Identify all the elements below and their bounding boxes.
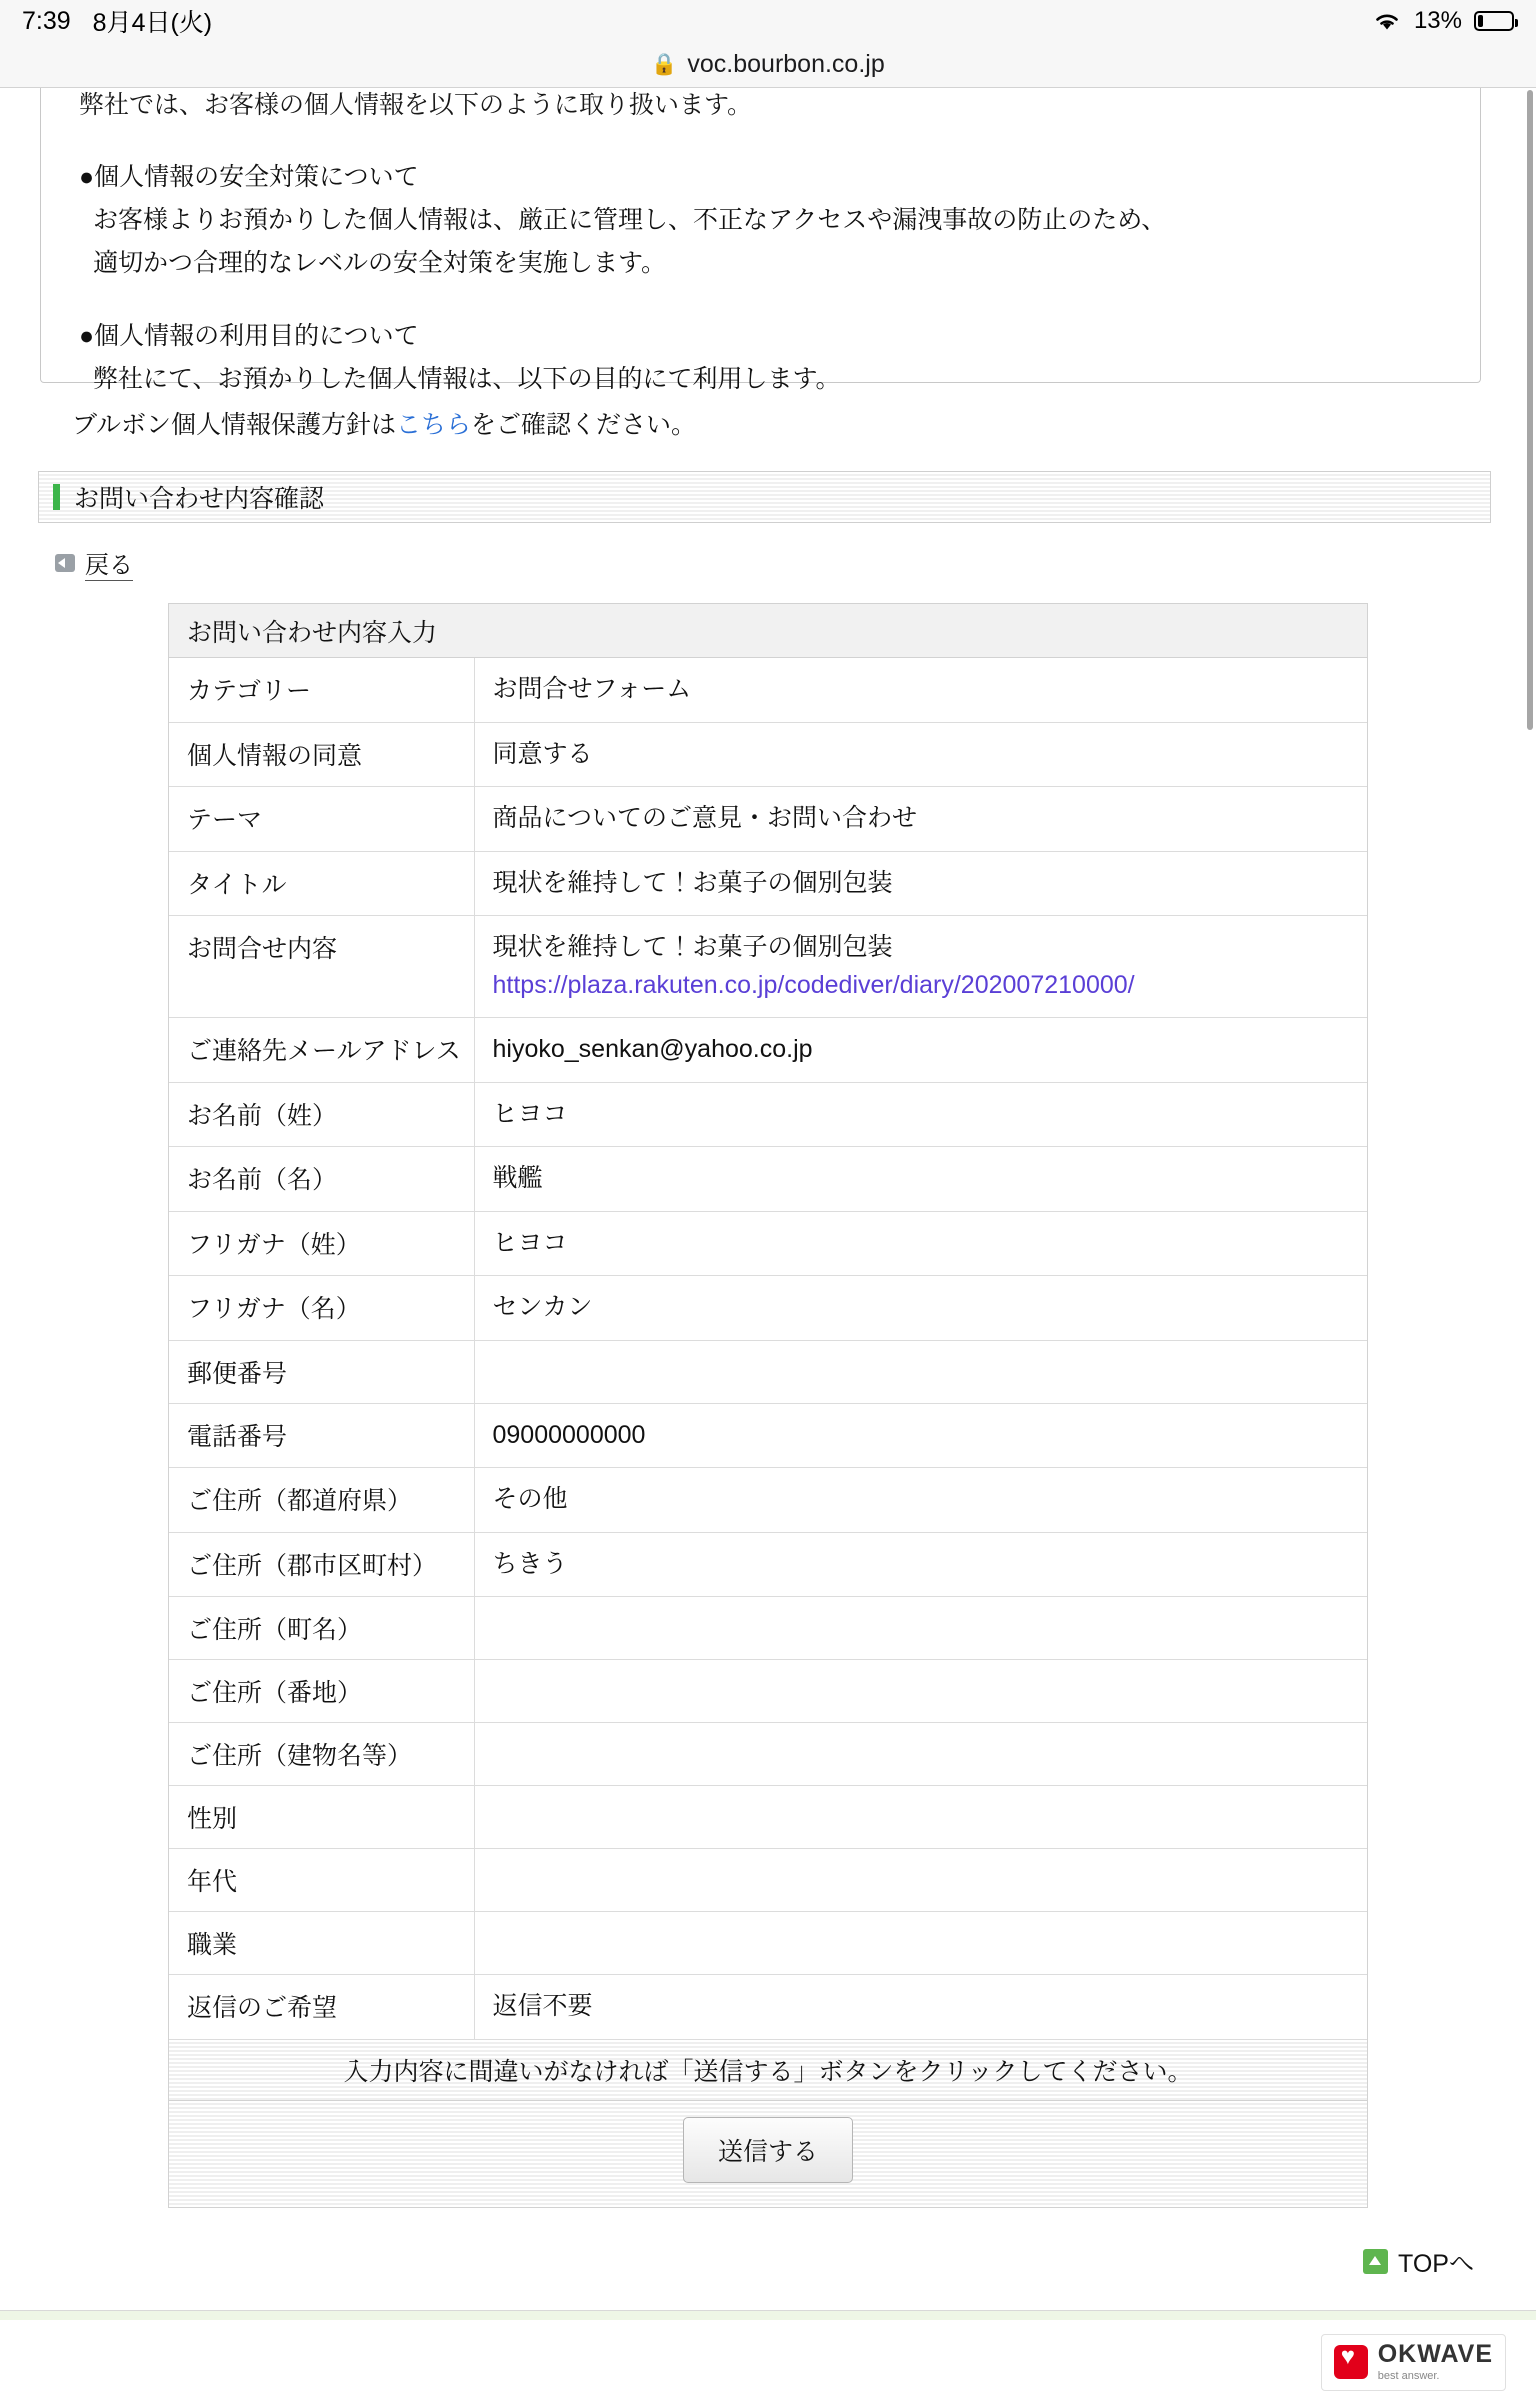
- page-footer: [0, 2320, 1536, 2406]
- row-label-theme: テーマ: [169, 787, 474, 852]
- table-row: [169, 1468, 1367, 1533]
- row-label-building: ご住所（建物名等）: [169, 1723, 474, 1786]
- row-label-kana-first: フリガナ（名）: [169, 1276, 474, 1341]
- row-label-reply: 返信のご希望: [169, 1975, 474, 2040]
- row-value-building: [474, 1723, 1367, 1786]
- back-arrow-icon: [55, 554, 75, 572]
- row-value-title: 現状を維持して！お菓子の個別包装: [492, 868, 893, 897]
- row-value-prefecture: その他: [492, 1485, 568, 1513]
- policy-text-purpose-1: 弊社にて、お預かりした個人情報は、以下の目的にて利用します。: [93, 365, 841, 393]
- row-value-firstname: 戦艦: [492, 1164, 543, 1192]
- privacy-policy-note: [72, 405, 1536, 441]
- row-label-title: タイトル: [169, 851, 474, 916]
- table-row: [169, 1211, 1367, 1276]
- row-label-email: ご連絡先メールアドレス: [169, 1018, 474, 1083]
- row-label-city: ご住所（郡市区町村）: [169, 1532, 474, 1597]
- row-value-message: [474, 916, 1367, 1018]
- row-value-age: [474, 1849, 1367, 1912]
- row-label-kana-last: フリガナ（姓）: [169, 1211, 474, 1276]
- table-row: [169, 1403, 1367, 1468]
- policy-text-security-2: 適切かつ合理的なレベルの安全対策を実施します。: [93, 249, 667, 277]
- policy-note-suffix: をご確認ください。: [471, 411, 697, 439]
- row-value-category: お問合せフォーム: [492, 675, 692, 703]
- row-label-lastname: お名前（姓）: [169, 1082, 474, 1147]
- table-row: [169, 1597, 1367, 1660]
- confirmation-table: [168, 603, 1368, 2208]
- web-page: [0, 88, 1536, 2383]
- row-value-city: ちきう: [492, 1549, 568, 1578]
- policy-note-prefix: ブルボン個人情報保護方針は: [72, 411, 397, 439]
- submit-instruction: 入力内容に間違いがなければ「送信する」ボタンをクリックしてください。: [169, 2040, 1367, 2101]
- arrow-up-icon: [1363, 2249, 1388, 2274]
- row-label-message: お問合せ内容: [169, 916, 474, 1018]
- submit-area: [169, 2101, 1367, 2208]
- row-label-phone: 電話番号: [169, 1403, 474, 1468]
- row-label-firstname: お名前（名）: [169, 1147, 474, 1212]
- table-row: [169, 1660, 1367, 1723]
- policy-heading-security: ●個人情報の安全対策について: [79, 163, 419, 191]
- table-row: [169, 658, 1367, 722]
- table-row: [169, 1532, 1367, 1597]
- row-label-gender: 性別: [169, 1786, 474, 1849]
- policy-scrollbar[interactable]: [1527, 90, 1533, 730]
- row-label-banchi: ご住所（番地）: [169, 1660, 474, 1723]
- wifi-icon: [1372, 10, 1402, 32]
- table-row: [169, 851, 1367, 916]
- row-value-kana-first: センカン: [492, 1293, 593, 1321]
- row-value-postalcode: [474, 1340, 1367, 1403]
- status-bar-left: [22, 3, 212, 39]
- table-row: [169, 1849, 1367, 1912]
- url-text: voc.bourbon.co.jp: [687, 50, 885, 78]
- submit-button[interactable]: 送信する: [683, 2117, 853, 2183]
- clock: 7:39: [22, 6, 71, 35]
- status-bar-right: [1372, 7, 1514, 35]
- row-value-gender: [474, 1786, 1367, 1849]
- table-row: [169, 1912, 1367, 1975]
- battery-icon: [1474, 11, 1514, 31]
- table-row: [169, 787, 1367, 852]
- row-label-town: ご住所（町名）: [169, 1597, 474, 1660]
- privacy-policy-box[interactable]: [40, 88, 1481, 393]
- table-row: [169, 1276, 1367, 1341]
- table-row: [169, 1147, 1367, 1212]
- row-value-banchi: [474, 1660, 1367, 1723]
- table-row: [169, 722, 1367, 787]
- back-to-top-label: TOPへ: [1398, 2249, 1474, 2278]
- section-header: [38, 471, 1491, 523]
- policy-clipped-line: 弊社では、お客様の個人情報を以下のように取り扱います。: [79, 91, 753, 119]
- row-label-age: 年代: [169, 1849, 474, 1912]
- row-label-consent: 個人情報の同意: [169, 722, 474, 787]
- table-row: [169, 1723, 1367, 1786]
- okwave-logo: [1321, 2334, 1506, 2391]
- table-row: [169, 1018, 1367, 1083]
- message-url-link[interactable]: https://plaza.rakuten.co.jp/codediver/diary/202007210000/: [492, 970, 1135, 999]
- okwave-tagline: best answer.: [1377, 2370, 1440, 2383]
- row-value-occupation: [474, 1912, 1367, 1975]
- row-value-kana-last: ヒヨコ: [492, 1228, 568, 1257]
- row-label-prefecture: ご住所（都道府県）: [169, 1468, 474, 1533]
- browser-url-bar[interactable]: [0, 42, 1536, 88]
- heart-icon: [1334, 2345, 1368, 2379]
- privacy-policy-link[interactable]: こちら: [396, 411, 472, 439]
- table-row: [169, 1975, 1367, 2040]
- row-value-lastname: ヒヨコ: [492, 1099, 568, 1128]
- section-accent-bar: [53, 484, 60, 510]
- row-value-consent: 同意する: [492, 739, 593, 768]
- section-title: お問い合わせ内容確認: [74, 485, 325, 513]
- status-bar: [0, 0, 1536, 42]
- table-row: [169, 1786, 1367, 1849]
- row-value-reply: 返信不要: [492, 1992, 593, 2020]
- policy-text-security-1: お客様よりお預かりした個人情報は、厳正に管理し、不正なアクセスや漏洩事故の防止のため、: [93, 206, 1167, 234]
- lock-icon: 🔒: [651, 52, 678, 76]
- message-text: 現状を維持して！お菓子の個別包装: [492, 933, 893, 961]
- table-row: [169, 1082, 1367, 1147]
- row-label-category: カテゴリー: [169, 658, 474, 722]
- table-row: [169, 916, 1367, 1018]
- back-link[interactable]: [55, 545, 1536, 581]
- row-value-town: [474, 1597, 1367, 1660]
- row-value-email[interactable]: hiyoko_senkan@yahoo.co.jp: [492, 1035, 813, 1063]
- footer-divider: [0, 2310, 1536, 2320]
- okwave-brand-name: OKWAVE: [1377, 2339, 1493, 2368]
- date-label: 8月4日(火): [92, 9, 213, 37]
- battery-percent-label: 13%: [1413, 7, 1462, 34]
- confirmation-table-title: お問い合わせ内容入力: [169, 604, 1367, 658]
- back-link-label: 戻る: [85, 545, 133, 581]
- policy-heading-purpose: ●個人情報の利用目的について: [79, 322, 419, 350]
- row-label-postalcode: 郵便番号: [169, 1340, 474, 1403]
- table-row: [169, 1340, 1367, 1403]
- row-label-occupation: 職業: [169, 1912, 474, 1975]
- row-value-phone[interactable]: 09000000000: [492, 1420, 646, 1449]
- back-to-top-link[interactable]: [0, 2244, 1474, 2280]
- row-value-theme: 商品についてのご意見・お問い合わせ: [492, 804, 918, 832]
